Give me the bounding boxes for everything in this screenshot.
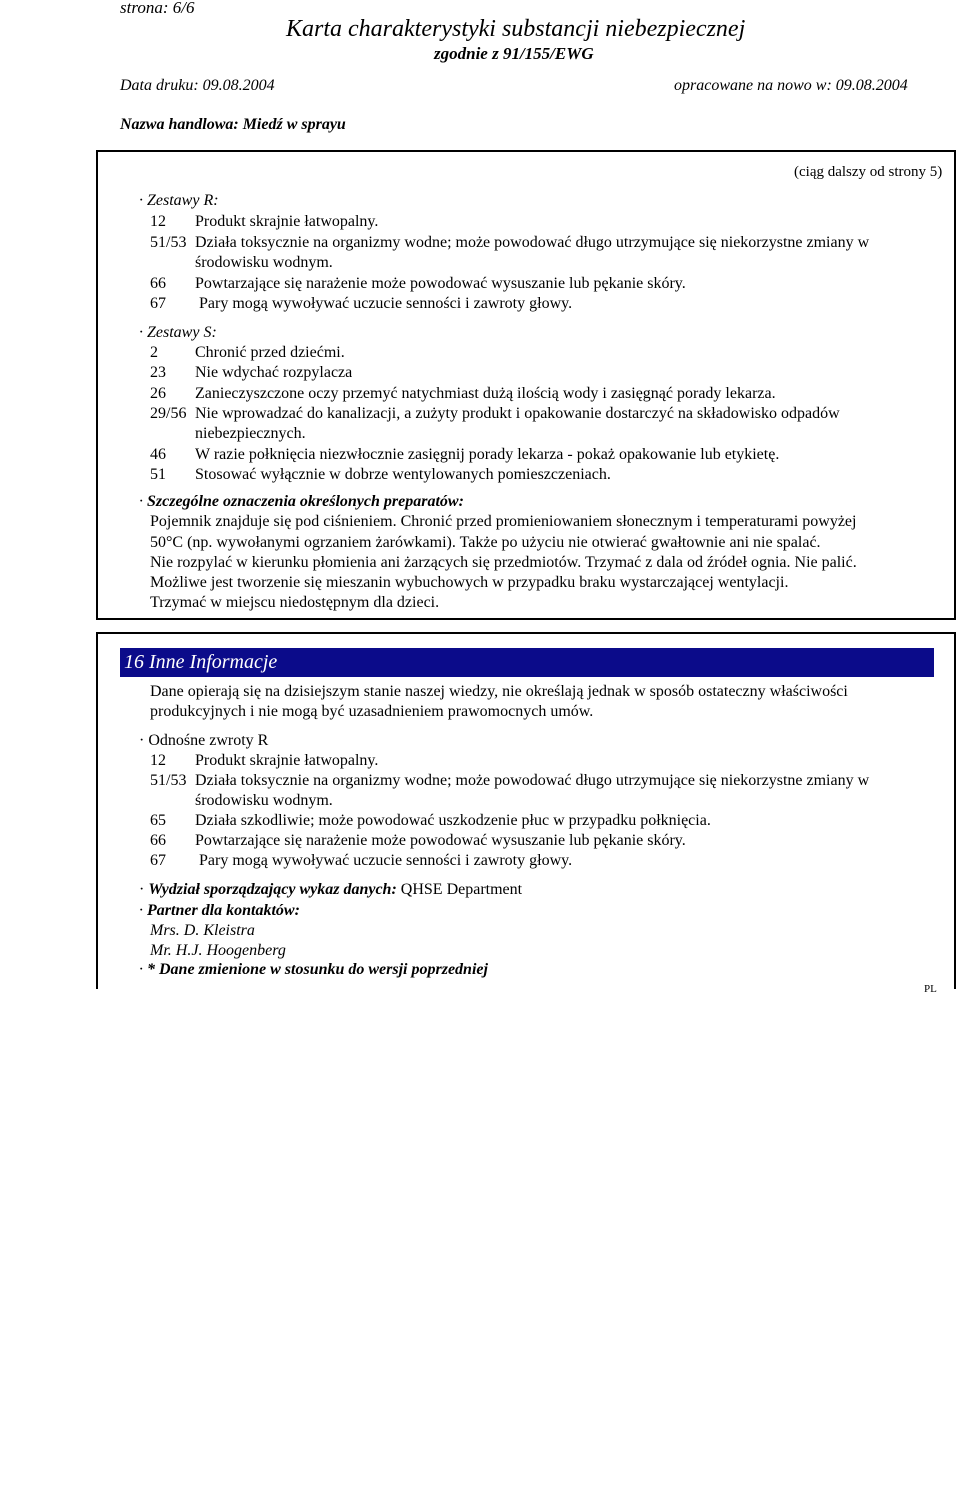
s-phrase-code: 23 [150,364,166,381]
s-phrase-code: 51 [150,466,166,483]
r-phrase-text: Powtarzające się narażenie może powodować wysuszanie lub pękanie skóry. [195,832,686,849]
r-phrase-code: 67 [150,852,166,869]
section16-title: 16 Inne Informacje [124,651,278,673]
s-phrase-text-cont: niebezpiecznych. [195,425,306,442]
r-phrase-text: Produkt skrajnie łatwopalny. [195,752,379,769]
s-phrase-text: Nie wprowadzać do kanalizacji, a zużyty produkt i opakowanie dostarczyć na składowisko odpadów [195,405,840,422]
special-labeling-line: Pojemnik znajduje się pod ciśnieniem. Chronić przed promieniowaniem słonecznym i temperaturami powyżej [150,513,857,530]
contact-partner: Mrs. D. Kleistra [150,922,255,939]
s-phrase-code: 26 [150,385,166,402]
r-phrase-code: 51/53 [150,772,187,789]
r-phrase-code: 66 [150,832,166,849]
r-phrase-text: Pary mogą wywoływać uczucie senności i zawroty głowy. [199,852,573,869]
special-labeling-line: Trzymać w miejscu niedostępnym dla dzieci. [150,594,440,611]
revision-date: opracowane na nowo w: 09.08.2004 [674,77,908,94]
r-phrase-text: Produkt skrajnie łatwopalny. [195,213,379,230]
s-phrases-heading: · Zestawy S: [139,324,217,341]
r-phrase-text: Powtarzające się narażenie może powodować wysuszanie lub pękanie skóry. [195,275,686,292]
section16-title-bar [120,648,934,677]
s-phrase-code: 2 [150,344,158,361]
r-phrase-text: Działa toksycznie na organizmy wodne; może powodować długo utrzymujące się niekorzystne zmiany w [195,772,870,789]
s-phrase-text: W razie połknięcia niezwłocznie zasięgnij porady lekarza - pokaż opakowanie lub etykietę. [195,446,780,463]
special-labeling-heading: · Szczególne oznaczenia określonych preparatów: [139,493,464,510]
page-number: strona: 6/6 [120,0,195,17]
s-phrase-text: Zanieczyszczone oczy przemyć natychmiast dużą ilością wody i zasięgnąć porady lekarza. [195,385,776,402]
s-phrase-text: Stosować wyłącznie w dobrze wentylowanych pomieszczeniach. [195,466,611,483]
document-subtitle: zgodnie z 91/155/EWG [434,44,594,63]
section16-intro-line: Dane opierają się na dzisiejszym stanie naszej wiedzy, nie określają jednak w sposób ostateczny właściwości [150,683,848,700]
r-phrase-code: 65 [150,812,166,829]
s-phrase-code: 29/56 [150,405,187,422]
r-phrase-code: 12 [150,752,166,769]
r-phrase-text: Działa szkodliwie; może powodować uszkodzenie płuc w przypadku połknięcia. [195,812,711,829]
print-date: Data druku: 09.08.2004 [120,77,275,94]
contact-partner-heading: · Partner dla kontaktów: [139,902,300,919]
r-phrase-text: Pary mogą wywoływać uczucie senności i zawroty głowy. [199,295,573,312]
document-title: Karta charakterystyki substancji niebezpiecznej [286,16,746,42]
s-phrase-text: Chronić przed dziećmi. [195,344,345,361]
relevant-r-heading: · Odnośne zwroty R [139,732,269,749]
r-phrase-code: 66 [150,275,166,292]
r-phrase-text-cont: środowisku wodnym. [195,792,333,809]
r-phrase-code: 12 [150,213,166,230]
s-phrase-code: 46 [150,446,166,463]
r-phrase-code: 51/53 [150,234,187,251]
trade-name: Nazwa handlowa: Miedź w sprayu [120,116,346,133]
special-labeling-line: Nie rozpylać w kierunku płomienia ani żarzących się przedmiotów. Trzymać z dala od źródeł ognia. Nie palić. [150,554,857,571]
s-phrase-text: Nie wdychać rozpylacza [195,364,353,381]
special-labeling-line: 50°C (np. wywołanymi ogrzaniem żarówkami). Także po użyciu nie otwierać gwałtownie ani nie spalać. [150,534,821,551]
r-phrase-text-cont: środowisku wodnym. [195,254,333,271]
r-phrase-text: Działa toksycznie na organizmy wodne; może powodować długo utrzymujące się niekorzystne zmiany w [195,234,870,251]
contact-partner: Mr. H.J. Hoogenberg [150,942,286,959]
section16-intro-line: produkcyjnych i nie mogą być uzasadnieniem prawomocnych umów. [150,703,594,720]
department-line: · Wydział sporządzający wykaz danych: QHSE Department [139,881,523,898]
r-phrases-heading: · Zestawy R: [139,192,219,209]
language-code: PL [924,983,937,995]
r-phrase-code: 67 [150,295,166,312]
changed-data-note: · * Dane zmienione w stosunku do wersji poprzedniej [139,961,488,978]
special-labeling-line: Możliwe jest tworzenie się mieszanin wybuchowych w przypadku braku wystarczającej wentylacji. [150,574,789,591]
continued-note: (ciąg dalszy od strony 5) [794,164,943,180]
